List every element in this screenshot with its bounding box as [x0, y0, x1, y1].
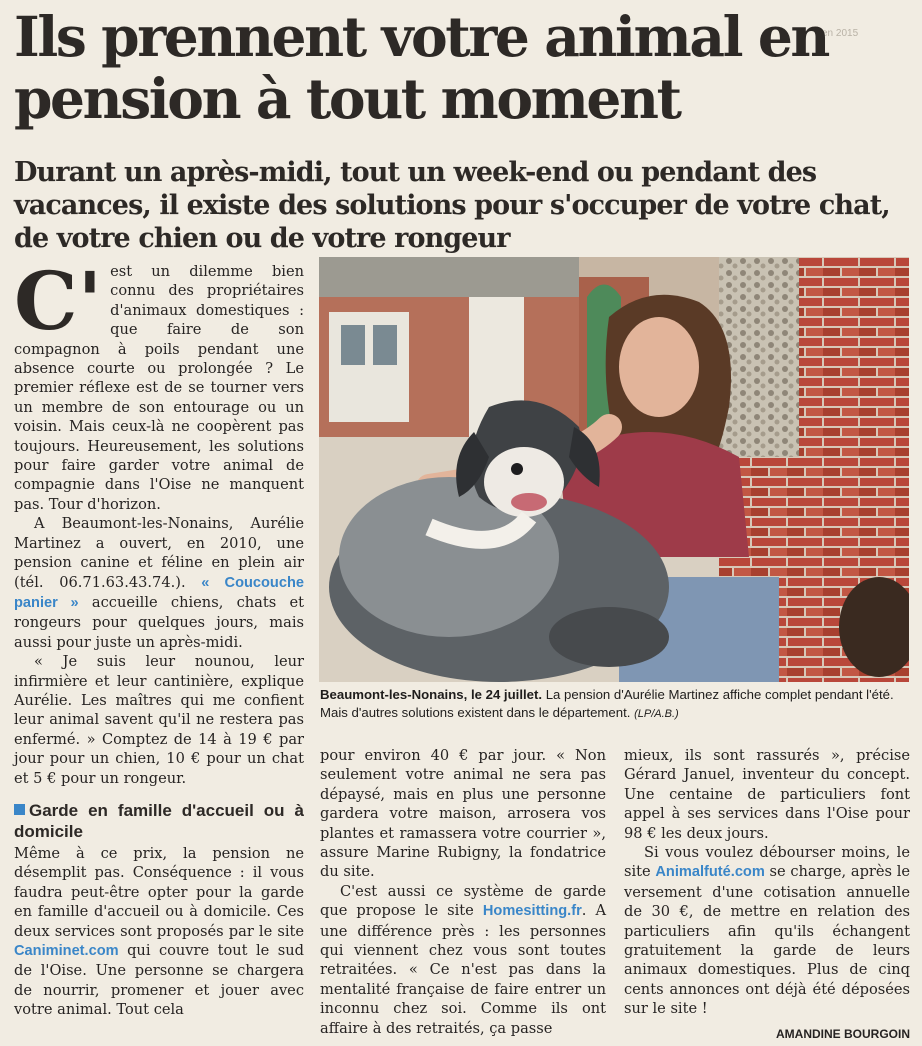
paragraph-text: se charge, après le versement d'une cotisation annuelle de 30 €, de mettre en relation des particuliers afin qu'ils échangent gratuitement la garde de leurs animaux domestiques. Plus de cinq cents annonces ont déjà été déposées sur le site !	[624, 863, 911, 1018]
paragraph	[14, 844, 304, 1020]
intro-text: est un dilemme bien connu des propriétaires d'animaux domestiques : que faire de son compagnon à poils pendant une absence courte ou prolongée ? Le premier réflexe est de se tourner vers un membre de son entourage ou un voisin. Mais ceux-là ne coopèrent pas toujours. Heureusement, les solutions pour faire garder votre animal de compagnie dans l'Oise ne manquent pas. Tour d'horizon.	[14, 263, 304, 513]
photo-woman-with-dog	[319, 257, 909, 682]
paragraph-text: qui couvre tout le sud de l'Oise. Une personne se chargera de nourrir, promener et jouer avec votre animal. Tout cela	[14, 942, 304, 1019]
paragraph	[320, 746, 606, 882]
paragraph-text: Si vous voulez débourser moins, le site	[624, 844, 910, 881]
paragraph-text: pour environ 40 € par jour. « Non seulement votre animal ne sera pas dépaysé, mais en plus une personne gardera votre maison, arrosera vos plantes et ramassera votre courrier », assure Marine Rubigny, la fondatrice du site.	[320, 747, 606, 881]
paragraph-text: C'est aussi ce système de garde que propose le site	[320, 882, 606, 920]
homesitting-link: Homesitting.fr	[482, 903, 582, 920]
animalfute-link: Animalfuté.com	[655, 864, 765, 881]
section-heading	[14, 800, 304, 842]
square-bullet-icon	[14, 804, 25, 815]
subheadline: Durant un après-midi, tout un week-end ou pendant des vacances, il existe des solutions pour s'occuper de votre chat, de votre chien ou de votre rongeur	[14, 157, 890, 254]
paragraph	[14, 514, 304, 652]
article-photo	[319, 257, 909, 682]
paragraph	[624, 746, 910, 843]
intro-paragraph	[14, 254, 304, 514]
column-3	[624, 746, 910, 1044]
section-heading-text: Garde en famille d'accueil ou à domicile	[14, 800, 304, 841]
caption-text: La pension d'Aurélie Martinez affiche complet pendant l'été. Mais d'autres solutions existent dans le département.	[320, 687, 894, 720]
paragraph-text: mieux, ils sont rassurés », précise Gérard Januel, inventeur du concept. Une centaine de particuliers font appel à ses services dans l'Oise pour 98 € les deux jours.	[624, 747, 910, 842]
paragraph	[320, 882, 606, 1038]
paragraph	[624, 843, 910, 1019]
paragraph-text: A Beaumont-les-Nonains, Aurélie Martinez a ouvert, en 2010, une pension canine et féline en plein air (tél. 06.71.63.43.74.).	[14, 515, 304, 591]
photo-caption	[320, 686, 912, 723]
paragraph	[14, 652, 304, 788]
column-1	[14, 254, 305, 1020]
paragraph-text: . A une différence près : les personnes qui viennent chez vous sont toutes retraitées. « Ce n'est pas dans la mentalité française de faire entrer un inconnu chez soi. Comme ils ont affaire à des retraités, ça passe	[320, 902, 606, 1037]
paragraph-text: accueille chiens, chats et rongeurs pour quelques jours, mais aussi pour juste un après-midi.	[14, 593, 305, 651]
caniminet-link: Caniminet.com	[14, 943, 119, 959]
coucouche-panier-link: « Coucouche panier »	[14, 574, 304, 611]
column-2	[320, 746, 606, 1038]
headline: Ils prennent votre animal en pension à tout moment	[14, 4, 829, 131]
drop-cap: C'	[14, 254, 103, 348]
paragraph-text: « Je suis leur nounou, leur infirmière et leur cantinière, explique Aurélie. Les maîtres qui me confient leur animal savent qu'il ne restera pas enfermé. » Comptez de 14 à 19 € par jour pour un chien, 10 € pour un chat et 5 € pour un rongeur.	[14, 653, 304, 787]
photo-credit: (LP/A.B.)	[634, 708, 679, 720]
author-signature: AMANDINE BOURGOIN	[776, 1026, 910, 1041]
adjacent-article-fragment: en 2015	[822, 28, 859, 39]
caption-lead: Beaumont-les-Nonains, le 24 juillet.	[320, 687, 543, 702]
paragraph-text: Même à ce prix, la pension ne désemplit pas. Conséquence : il vous faudra peut-être opter pour la garde en famille d'accueil ou à domicile. Ces deux services sont proposés par le site	[14, 844, 304, 940]
